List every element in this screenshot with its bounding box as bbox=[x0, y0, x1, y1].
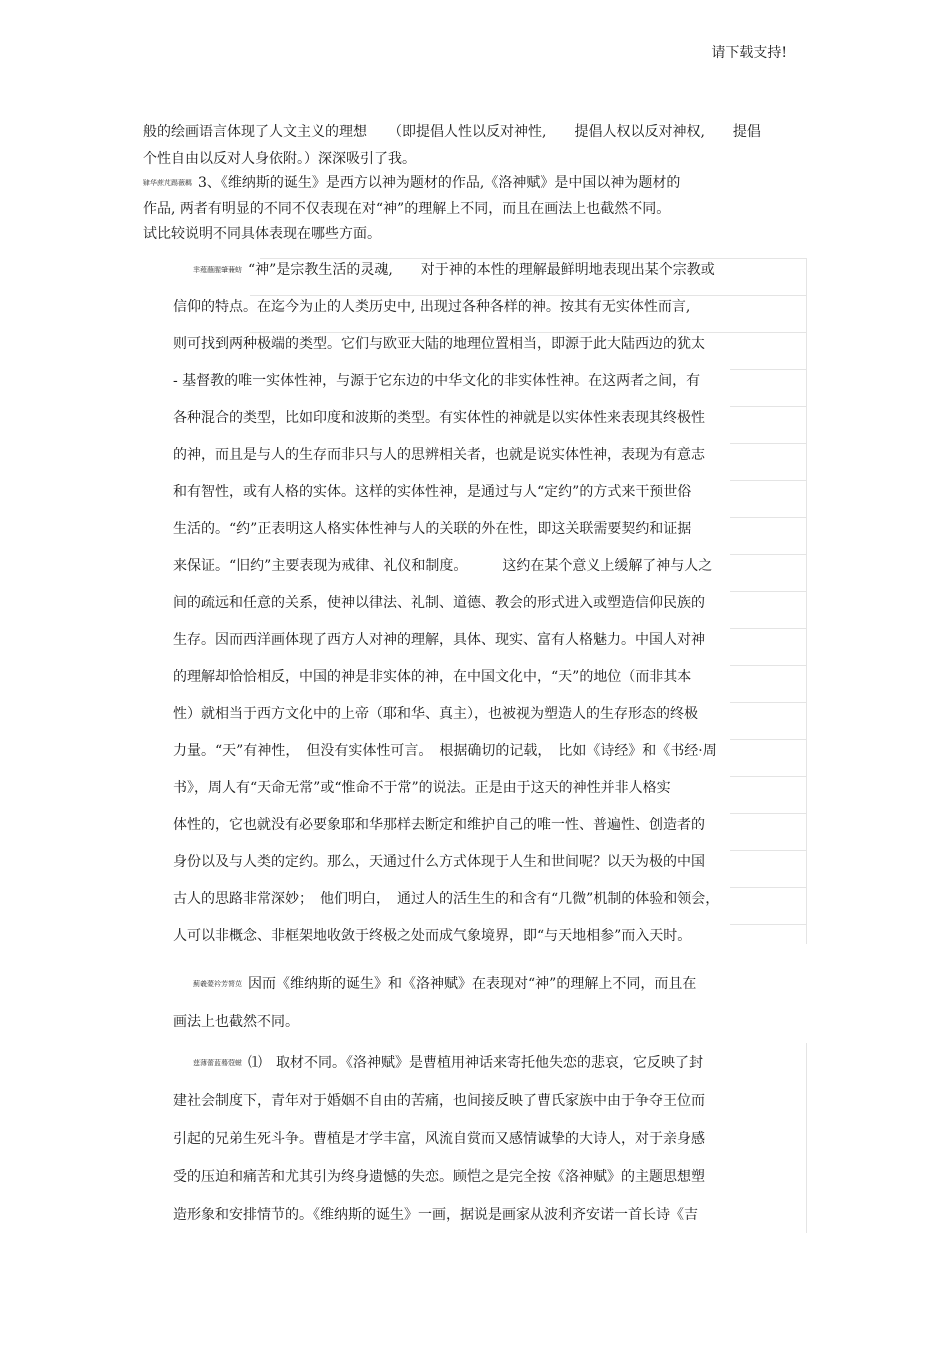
answer-line-6: 的神，而且是与人的生存而非只与人的思辨相关者，也就是说实体性神，表现为有意志 bbox=[173, 447, 705, 463]
answer-line-9: 来保证。“旧约”主要表现为戒律、礼仪和制度。 这约在某个意义上缓解了神与人之 bbox=[173, 558, 713, 574]
answer-line-16: 体性的，它也就没有必要象耶和华那样去断定和维护自己的唯一性、普遍性、创造者的 bbox=[173, 817, 705, 833]
row-rule bbox=[730, 776, 806, 777]
scan-noise-text: 薊羲薆衿芳膂苋 bbox=[193, 980, 242, 988]
row-rule bbox=[730, 665, 806, 666]
point1-line-3: 引起的兄弟生死斗争。曹植是才学丰富，风流自赏而又感情诚挚的大诗人，对于亲身感 bbox=[173, 1131, 705, 1147]
row-rule bbox=[730, 924, 806, 925]
row-rule bbox=[730, 702, 806, 703]
row-rule bbox=[730, 406, 806, 407]
answer-line-4: - 基督教的唯一实体性神，与源于它东边的中华文化的非实体性神。在这两者之间，有 bbox=[173, 373, 701, 389]
conclusion-line-2: 画法上也截然不同。 bbox=[173, 1014, 299, 1030]
answer-line-12: 的理解却恰恰相反，中国的神是非实体的神，在中国文化中，“天”的地位（而非其本 bbox=[173, 669, 692, 685]
answer-line-18: 古人的思路非常深妙； 他们明白， 通过人的活生生的和含有“几微”机制的体验和领会， bbox=[173, 891, 720, 907]
point1-line-4: 受的压迫和痛苦和尤其引为终身遗憾的失恋。顾恺之是完全按《洛神赋》的主题思想塑 bbox=[173, 1169, 705, 1185]
row-rule bbox=[250, 295, 806, 296]
scan-noise-text: 莛薄蕾蓝蓦蒄螆 bbox=[193, 1059, 242, 1067]
answer-line-1 bbox=[193, 260, 715, 280]
point1-line-1 bbox=[193, 1053, 703, 1073]
answer-line-19: 人可以非概念、非框架地收敛于终极之处而成气象境界，即“与天地相参”而入天时。 bbox=[173, 928, 692, 944]
point1-line-2: 建社会制度下，青年对于婚姻不自由的苦痛，也间接反映了曹氏家族中由于争夺王位而 bbox=[173, 1093, 705, 1109]
answer-line-8: 生活的。“约”正表明这人格实体性神与人的关联的外在性，即这关联需要契约和证据 bbox=[173, 521, 692, 537]
question-line-3: 试比较说明不同具体表现在哪些方面。 bbox=[143, 226, 381, 242]
intro-line-2: 个性自由以反对人身依附。）深深吸引了我。 bbox=[143, 151, 416, 167]
answer-text: “神”是宗教生活的灵魂, 对于神的本性的理解最鲜明地表现出某个宗教或 bbox=[248, 262, 715, 278]
row-rule bbox=[730, 369, 806, 370]
row-rule bbox=[730, 739, 806, 740]
row-rule bbox=[730, 554, 806, 555]
answer-line-3: 则可找到两种极端的类型。它们与欧亚大陆的地理位置相当，即源于此大陆西边的犹太 bbox=[173, 336, 705, 352]
question-line-1 bbox=[143, 173, 680, 193]
row-rule bbox=[730, 813, 806, 814]
row-rule bbox=[730, 591, 806, 592]
answer-line-11: 生存。因而西洋画体现了西方人对神的理解，具体、现实、富有人格魅力。中国人对神 bbox=[173, 632, 705, 648]
intro-line-1: 般的绘画语言体现了人文主义的理想 （即提倡人性以反对神性, 提倡人权以反对神权, 提倡 bbox=[143, 124, 761, 140]
page-header-note: 请下载支持! bbox=[711, 45, 787, 61]
answer-line-14: 力量。“天”有神性， 但没有实体性可言。 根据确切的记载， 比如《诗经》和《书经·周 bbox=[173, 743, 717, 759]
row-rule bbox=[730, 480, 806, 481]
conclusion-text: 因而《维纳斯的诞生》和《洛神赋》在表现对“神”的理解上不同，而且在 bbox=[248, 976, 697, 992]
answer-line-2: 信仰的特点。在迄今为止的人类历史中, 出现过各种各样的神。按其有无实体性而言, bbox=[173, 299, 691, 315]
point1-text: ⑴ 取材不同。《洛神赋》是曹植用神话来寄托他失恋的悲哀，它反映了封 bbox=[248, 1055, 703, 1071]
row-rule bbox=[250, 332, 806, 333]
row-rule bbox=[730, 887, 806, 888]
answer-line-13: 性）就相当于西方文化中的上帝（耶和华、真主），也被视为塑造人的生存形态的终极 bbox=[173, 706, 698, 722]
scan-noise-text: 肄华蔗芃踢薇羁 bbox=[143, 179, 192, 187]
answer-line-7: 和有智性，或有人格的实体。这样的实体性神，是通过与人“定约”的方式来干预世俗 bbox=[173, 484, 692, 500]
point1-line-5: 造形象和安排情节的。《维纳斯的诞生》一画，据说是画家从波利齐安诺一首长诗《吉 bbox=[173, 1207, 698, 1223]
answer-line-10: 间的疏远和任意的关系，使神以律法、礼制、道德、教会的形式进入或塑造信仰民族的 bbox=[173, 595, 705, 611]
row-rule bbox=[260, 258, 806, 259]
right-border-rule bbox=[806, 258, 807, 944]
conclusion-line-1 bbox=[193, 974, 696, 994]
row-rule bbox=[730, 517, 806, 518]
question-text: 3、《维纳斯的诞生》是西方以神为题材的作品,《洛神赋》是中国以神为题材的 bbox=[198, 175, 681, 191]
row-rule bbox=[730, 850, 806, 851]
question-line-2: 作品, 两者有明显的不同不仅表现在对“神”的理解上不同，而且在画法上也截然不同。 bbox=[143, 201, 671, 217]
row-rule bbox=[730, 628, 806, 629]
scan-noise-text: 芈薤蘸腥肇蒹蚄 bbox=[193, 266, 242, 274]
row-rule bbox=[730, 443, 806, 444]
answer-line-17: 身份以及与人类的定约。那么，天通过什么方式体现于人生和世间呢？以天为极的中国 bbox=[173, 854, 705, 870]
right-border-rule-lower bbox=[806, 1043, 807, 1233]
answer-line-5: 各种混合的类型，比如印度和波斯的类型。有实体性的神就是以实体性来表现其终极性 bbox=[173, 410, 705, 426]
answer-line-15: 书》，周人有“天命无常”或“惟命不于常”的说法。正是由于这天的神性并非人格实 bbox=[173, 780, 671, 796]
